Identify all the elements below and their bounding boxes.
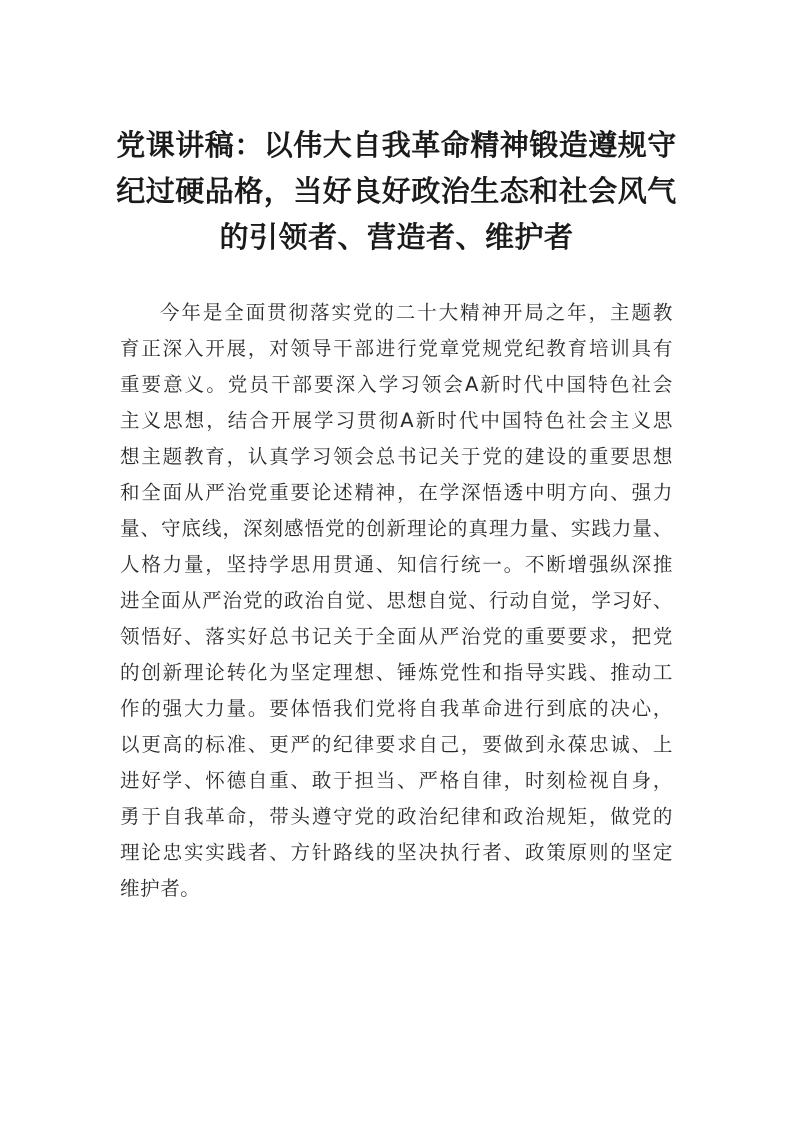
paragraph-line: 维护者。: [120, 877, 201, 900]
paragraph-line: 量、守底线，深刻感悟党的创新理论的真理力量、实践力量、: [120, 517, 673, 540]
document-title: [100, 122, 693, 260]
paragraph-line: 人格力量，坚持学思用贯通、知信行统一。不断增强纵深推: [120, 553, 673, 576]
paragraph-line: 勇于自我革命，带头遵守党的政治纪律和政治规矩，做党的: [120, 805, 673, 828]
title-line: 的引领者、营造者、维护者: [219, 220, 574, 254]
paragraph-line: 的创新理论转化为坚定理想、锤炼党性和指导实践、推动工: [120, 661, 673, 684]
paragraph-line: 重要意义。党员干部要深入学习领会A新时代中国特色社会: [120, 373, 673, 396]
paragraph-line: 领悟好、落实好总书记关于全面从严治党的重要要求，把党: [120, 625, 673, 648]
paragraph-line: 想主题教育，认真学习领会总书记关于党的建设的重要思想: [120, 445, 673, 468]
paragraph-line: 今年是全面贯彻落实党的二十大精神开局之年，主题教: [160, 301, 673, 324]
paragraph-line: 主义思想，结合开展学习贯彻A新时代中国特色社会主义思: [120, 409, 673, 432]
title-line: 党课讲稿：以伟大自我革命精神锻造遵规守: [116, 128, 677, 162]
body-paragraph: [120, 295, 673, 907]
paragraph-line: 和全面从严治党重要论述精神，在学深悟透中明方向、强力: [120, 481, 673, 504]
paragraph-line: 进好学、怀德自重、敢于担当、严格自律，时刻检视自身，: [120, 769, 673, 792]
paragraph-line: 进全面从严治党的政治自觉、思想自觉、行动自觉，学习好、: [120, 589, 673, 612]
paragraph-line: 育正深入开展，对领导干部进行党章党规党纪教育培训具有: [120, 337, 673, 360]
title-line: 纪过硬品格，当好良好政治生态和社会风气: [116, 174, 677, 208]
paragraph-line: 以更高的标准、更严的纪律要求自己，要做到永葆忠诚、上: [120, 733, 673, 756]
paragraph-line: 作的强大力量。要体悟我们党将自我革命进行到底的决心，: [120, 697, 673, 720]
paragraph-line: 理论忠实实践者、方针路线的坚决执行者、政策原则的坚定: [120, 841, 673, 864]
